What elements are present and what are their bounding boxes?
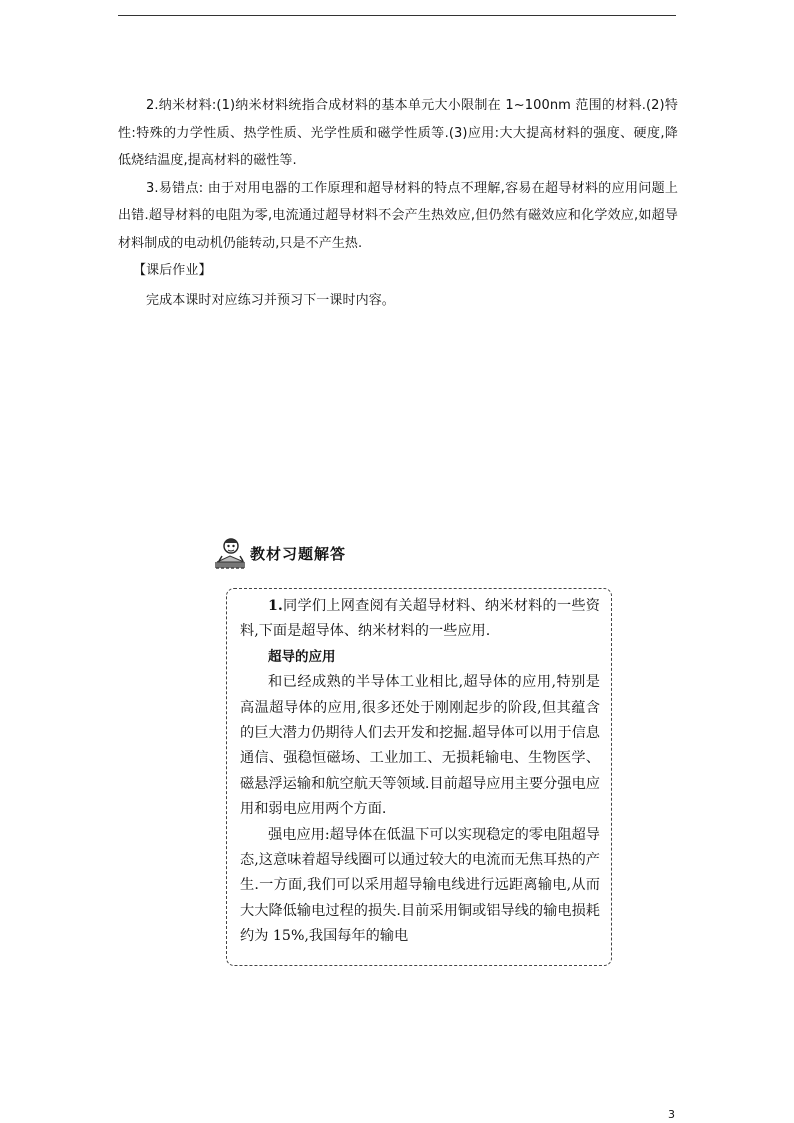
question-text: 同学们上网查阅有关超导材料、纳米材料的一些资料,下面是超导体、纳米材料的一些应用. [240, 598, 600, 640]
answer-paragraph-2: 强电应用:超导体在低温下可以实现稳定的零电阻超导态,这意味着超导线圈可以通过较大的电流而无焦耳热的产生.一方面,我们可以采用超导输电线进行远距离输电,从而大大降低输电过程的损失.目前采用铜或铝导线的输电损耗约为 15%,我国每年的输电 [240, 826, 600, 945]
header-rule [118, 15, 676, 16]
homework-heading: 【课后作业】 [133, 263, 212, 278]
question-1 [240, 594, 600, 645]
body-text [118, 92, 678, 314]
paragraph-common-mistakes: 3.易错点: 由于对用电器的工作原理和超导材料的特点不理解,容易在超导材料的应用问题上出错.超导材料的电阻为零,电流通过超导材料不会产生热效应,但仍然有磁效应和化学效应,如超导材料制成的电动机仍能转动,只是不产生热. [118, 180, 678, 251]
answer-content [240, 594, 600, 950]
superconductor-applications-heading: 超导的应用 [268, 648, 336, 665]
answer-section-header [214, 534, 514, 574]
paragraph-nano-materials: 2.纳米材料:(1)纳米材料统指合成材料的基本单元大小限制在 1~100nm 范围的材料.(2)特性:特殊的力学性质、热学性质、光学性质和磁学性质等.(3)应用:大大提高材料的强度、硬度,降低烧结温度,提高材料的磁性等. [118, 98, 678, 168]
answer-section-title: 教材习题解答 [250, 545, 347, 563]
question-number: 1. [268, 598, 283, 614]
student-reading-icon [214, 534, 248, 570]
page-number: 3 [668, 1108, 675, 1121]
homework-text: 完成本课时对应练习并预习下一课时内容。 [146, 292, 395, 308]
answer-paragraph-1: 和已经成熟的半导体工业相比,超导体的应用,特别是高温超导体的应用,很多还处于刚刚起步的阶段,但其蕴含的巨大潜力仍期待人们去开发和挖掘.超导体可以用于信息通信、强稳恒磁场、工业加工、无损耗输电、生物医学、磁悬浮运输和航空航天等领域.目前超导应用主要分强电应用和弱电应用两个方面. [240, 674, 600, 818]
